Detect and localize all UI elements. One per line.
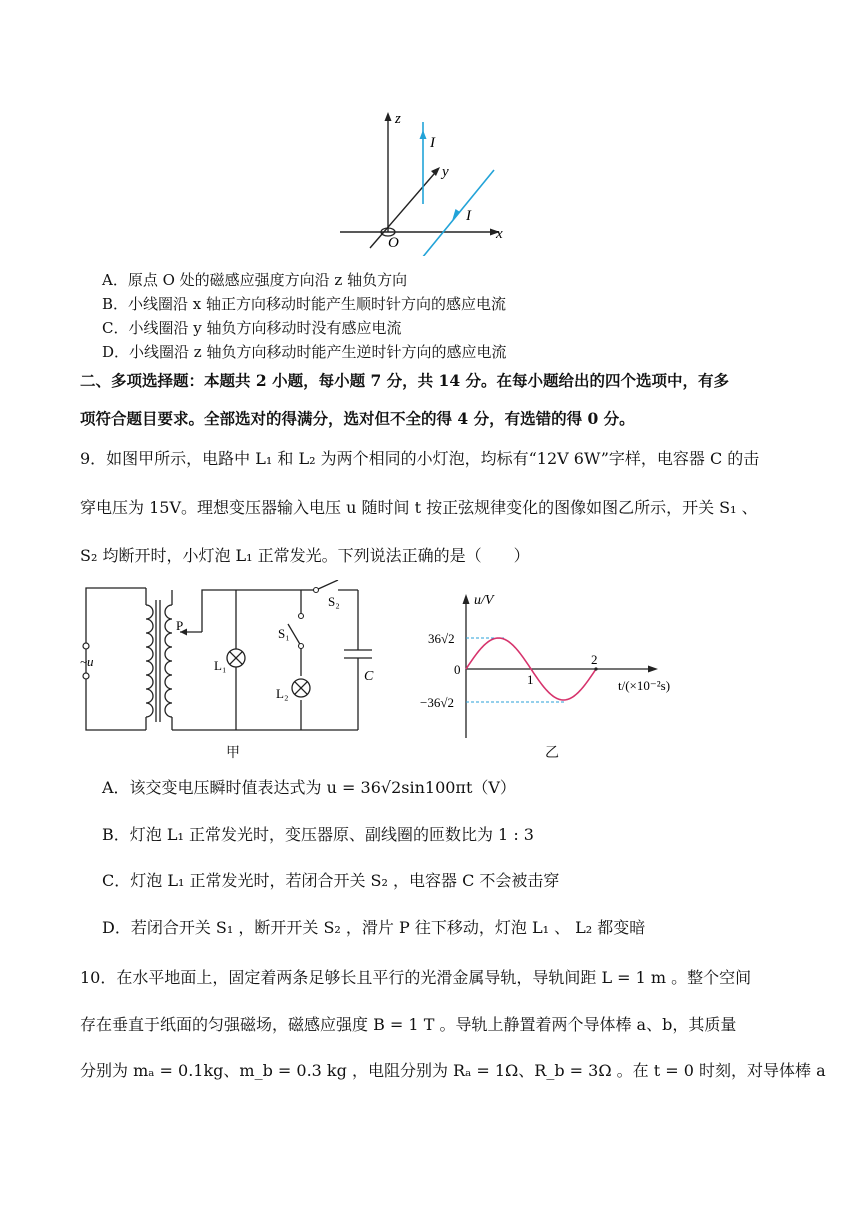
current-label-diagonal: I [466,208,471,224]
q8-option-b: B．小线圈沿 x 轴正方向移动时能产生顺时针方向的感应电流 [102,295,507,313]
current-label-vertical: I [430,135,435,151]
q9-line3: S₂ 均断开时，小灯泡 L₁ 正常发光。下列说法正确的是（ ） [80,546,530,565]
q9-line1: 9．如图甲所示，电路中 L₁ 和 L₂ 为两个相同的小灯泡，均标有“12V 6W”字样，电容器 C 的击 [80,449,760,468]
y-tick-max: 36√2 [428,631,455,646]
lamp-label-l2: L₂ [276,686,289,701]
slider-label-p: P [176,618,184,633]
q10-line3: 分别为 mₐ = 0.1kg、m_b = 0.3 kg ，电阻分别为 Rₐ = 1Ω、R_b = 3Ω 。在 t = 0 时刻，对导体棒 a [80,1061,826,1080]
z-axis-label: z [395,111,401,127]
section2-line1: 二、多项选择题：本题共 2 小题，每小题 7 分，共 14 分。在每小题给出的四个选项中，有多 [80,371,730,390]
q8-option-d: D．小线圈沿 z 轴负方向移动时能产生逆时针方向的感应电流 [102,343,507,361]
circuit-caption: 甲 [226,745,240,761]
q8-option-c: C．小线圈沿 y 轴负方向移动时没有感应电流 [102,319,402,337]
x-tick-2: 2 [591,652,598,667]
q10-line2: 存在垂直于纸面的匀强磁场，磁感应强度 B = 1 T 。导轨上静置着两个导体棒 a、b，其质量 [80,1015,737,1034]
q9-option-d: D．若闭合开关 S₁ ，断开开关 S₂ ，滑片 P 往下移动，灯泡 L₁ 、 L₂ 都变暗 [102,918,646,937]
q9-option-c: C．灯泡 L₁ 正常发光时，若闭合开关 S₂ ，电容器 C 不会被击穿 [102,871,560,890]
y-axis-title: u/V [474,593,494,608]
q9-option-a: A．该交变电压瞬时值表达式为 u = 36√2sin100πt（V） [102,778,516,797]
q10-line1: 10．在水平地面上，固定着两条足够长且平行的光滑金属导轨，导轨间距 L = 1 m 。整个空间 [80,968,752,987]
y-tick-zero: 0 [454,662,461,677]
section2-line2: 项符合题目要求。全部选对的得满分，选对但不全的得 4 分，有选错的得 0 分。 [80,409,635,428]
circuit-diagram [76,580,386,740]
lamp-label-l1: L₁ [214,658,227,673]
y-axis-label: y [442,164,449,180]
q9-line2: 穿电压为 15V。理想变压器输入电压 u 随时间 t 按正弦规律变化的图像如图乙所示，开关 S₁ 、 [80,498,758,517]
x-tick-1: 1 [527,672,534,687]
voltage-chart [410,588,700,744]
x-axis-title: t/(×10⁻²s) [618,678,671,693]
magnetic-field-figure [330,108,520,256]
switch-label-s1: S₁ [278,626,290,641]
y-tick-min: −36√2 [420,695,454,710]
q8-option-a: A．原点 O 处的磁感应强度方向沿 z 轴负方向 [102,271,408,289]
x-axis-label: x [496,226,503,242]
chart-caption: 乙 [545,745,559,761]
switch-label-s2: S₂ [328,594,340,609]
origin-label: O [388,235,399,251]
q9-option-b: B．灯泡 L₁ 正常发光时，变压器原、副线圈的匝数比为 1 : 3 [102,825,534,844]
input-voltage-label: ~u [80,654,94,669]
capacitor-label: C [364,669,374,684]
